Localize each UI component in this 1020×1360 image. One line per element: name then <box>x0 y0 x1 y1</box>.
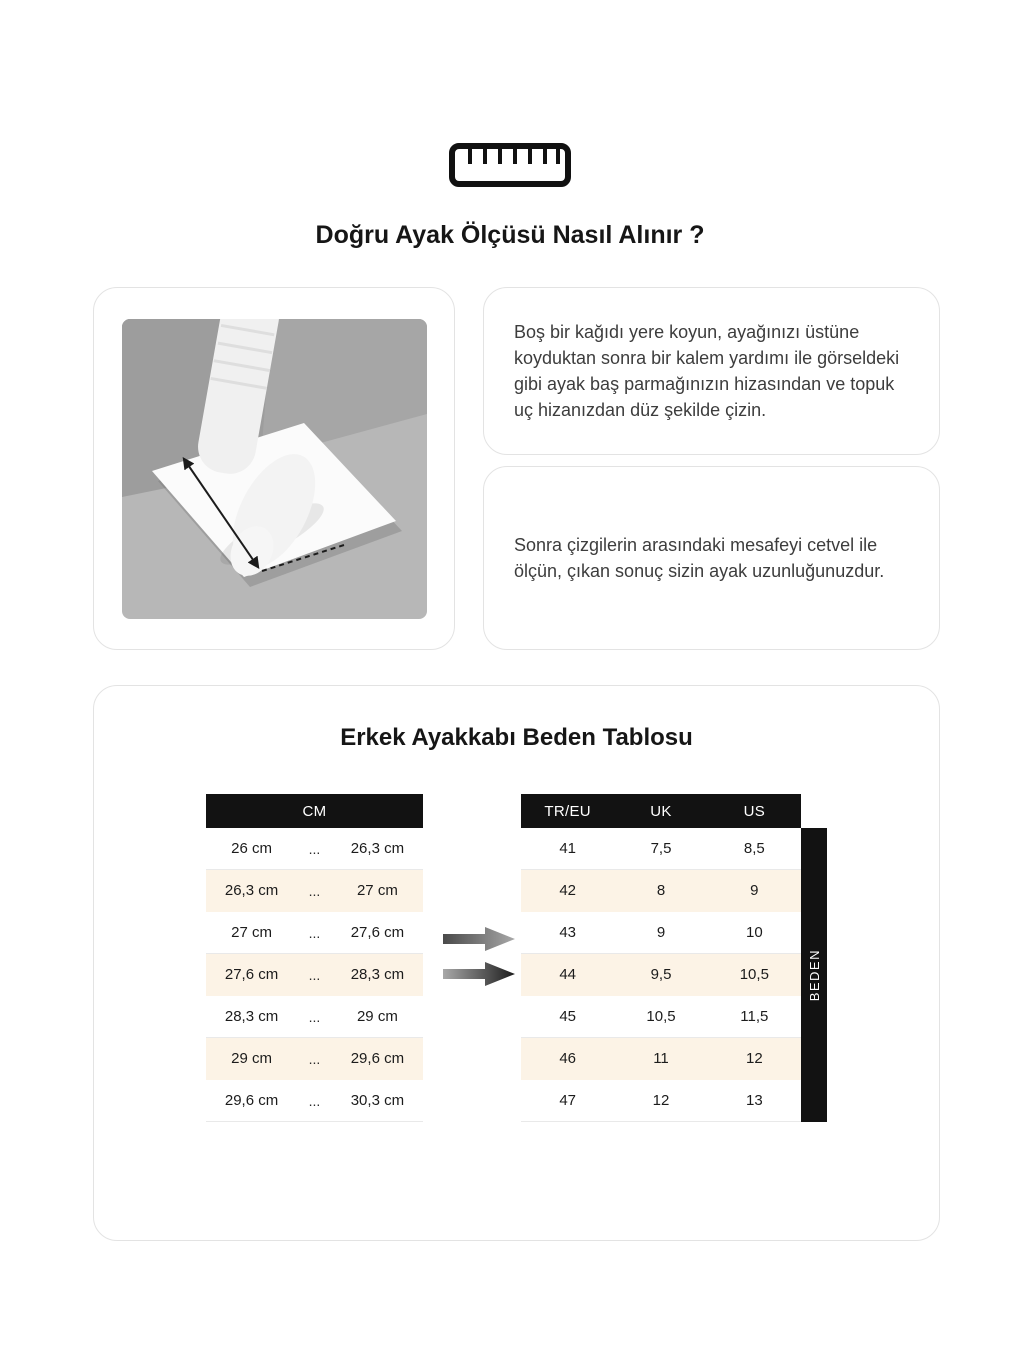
cm-table-header: CM <box>206 794 423 828</box>
size-treu: 42 <box>559 882 576 899</box>
cm-range-max: 28,3 cm <box>350 966 405 983</box>
arrow-right-icon <box>443 961 517 987</box>
size-uk: 11 <box>653 1050 669 1067</box>
size-treu: 43 <box>559 924 576 941</box>
range-separator: ... <box>308 924 321 941</box>
size-uk: 12 <box>652 1092 670 1109</box>
instruction-card-1 <box>483 287 940 455</box>
cm-range-min: 27 cm <box>231 924 272 941</box>
size-us: 11,5 <box>740 1008 769 1025</box>
size-table-row <box>521 828 801 870</box>
size-table-row <box>521 954 801 996</box>
cm-range-max: 26,3 cm <box>350 840 405 857</box>
cm-table-row <box>206 1080 423 1122</box>
size-treu: 47 <box>559 1092 576 1109</box>
size-chart-title: Erkek Ayakkabı Beden Tablosu <box>340 724 693 751</box>
size-uk: 9 <box>656 924 666 941</box>
cm-range-min: 28,3 cm <box>224 1008 279 1025</box>
size-us: 12 <box>745 1050 763 1067</box>
measurement-photo-card <box>93 287 455 650</box>
cm-range-max: 30,3 cm <box>350 1092 405 1109</box>
instruction-card-2 <box>483 466 940 650</box>
cm-table-row <box>206 912 423 954</box>
size-table-header-us: US <box>743 802 766 820</box>
beden-side-label <box>801 828 827 1122</box>
cm-range-min: 29 cm <box>231 1050 272 1067</box>
page-title: Doğru Ayak Ölçüsü Nasıl Alınır ? <box>315 221 705 249</box>
cm-table-row <box>206 996 423 1038</box>
size-table-row <box>521 912 801 954</box>
range-separator: ... <box>308 1092 321 1109</box>
size-table <box>521 794 801 1122</box>
range-separator: ... <box>308 840 321 857</box>
cm-range-max: 29,6 cm <box>350 1050 405 1067</box>
range-separator: ... <box>308 966 321 983</box>
size-treu: 45 <box>559 1008 576 1025</box>
size-chart-card <box>93 685 940 1241</box>
size-uk: 10,5 <box>646 1008 676 1025</box>
size-table-row <box>521 1038 801 1080</box>
size-table-header-treu: TR/EU <box>544 802 591 820</box>
size-uk: 7,5 <box>650 840 672 857</box>
size-table-row <box>521 996 801 1038</box>
range-separator: ... <box>308 882 321 899</box>
cm-range-max: 27 cm <box>356 882 398 899</box>
cm-range-min: 26 cm <box>231 840 272 857</box>
arrow-right-icon <box>443 926 517 952</box>
cm-table-row <box>206 1038 423 1080</box>
size-us: 13 <box>745 1092 763 1109</box>
ruler-icon <box>0 142 1020 188</box>
conversion-arrows <box>438 926 522 987</box>
cm-range-min: 29,6 cm <box>224 1092 279 1109</box>
size-uk: 8 <box>656 882 666 899</box>
size-us: 10 <box>745 924 763 941</box>
size-table-header-uk: UK <box>650 802 672 820</box>
size-table-row <box>521 1080 801 1122</box>
instruction-text-2: Sonra çizgilerin arasındaki mesafeyi cetvel ile ölçün, çıkan sonuç sizin ayak uzunluğunuzdur. <box>514 535 885 581</box>
size-treu: 41 <box>559 840 576 857</box>
size-us: 10,5 <box>739 966 769 983</box>
cm-table <box>206 794 423 1122</box>
size-uk: 9,5 <box>650 966 672 983</box>
range-separator: ... <box>308 1050 321 1067</box>
cm-table-row <box>206 828 423 870</box>
cm-range-min: 26,3 cm <box>224 882 279 899</box>
instruction-text-1: Boş bir kağıdı yere koyun, ayağınızı üstüne koyduktan sonra bir kalem yardımı ile görseldeki gibi ayak baş parmağınızın hizasından ve topuk uç hizanızdan düz şekilde çizin. <box>514 322 900 420</box>
size-table-row <box>521 870 801 912</box>
size-treu: 44 <box>559 966 576 983</box>
size-us: 8,5 <box>743 840 765 857</box>
cm-table-row <box>206 870 423 912</box>
cm-range-max: 27,6 cm <box>350 924 405 941</box>
size-treu: 46 <box>559 1050 576 1067</box>
size-us: 9 <box>750 882 759 899</box>
size-table-header <box>521 794 801 828</box>
cm-table-row <box>206 954 423 996</box>
range-separator: ... <box>308 1008 321 1025</box>
cm-range-max: 29 cm <box>356 1008 398 1025</box>
beden-label-text: BEDEN <box>806 948 822 1002</box>
cm-range-min: 27,6 cm <box>224 966 279 983</box>
foot-measurement-photo <box>122 319 427 619</box>
